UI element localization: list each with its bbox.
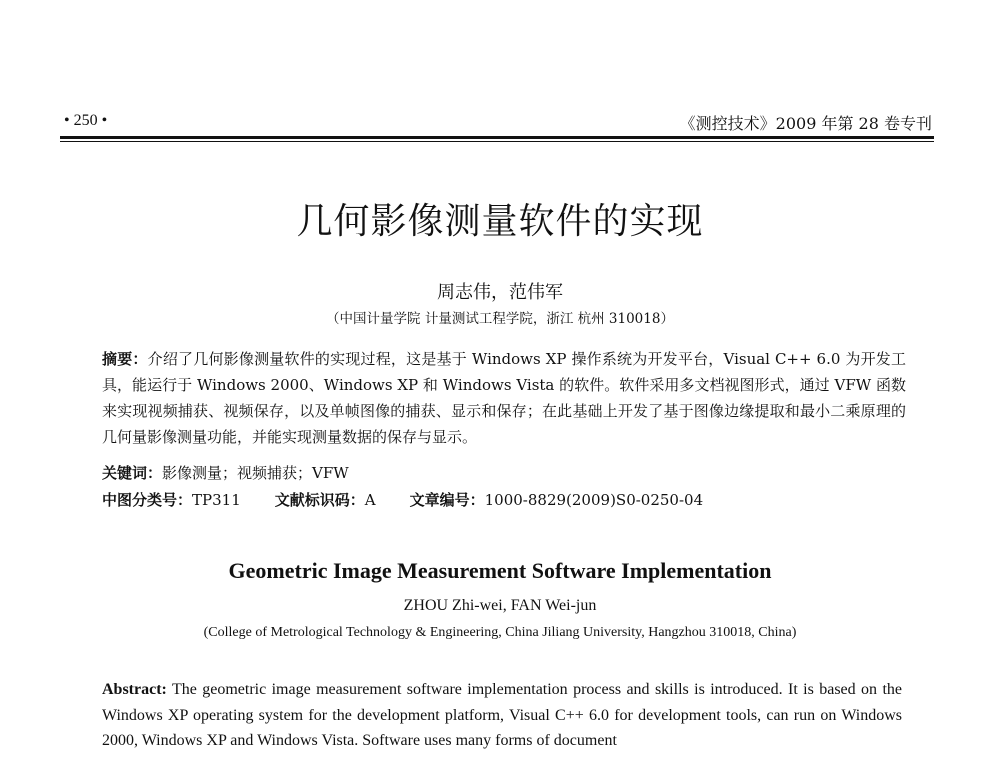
paper-title-en: Geometric Image Measurement Software Implementation: [228, 558, 772, 583]
journal-header: 《测控技术》2009 年第 28 卷专刊: [679, 114, 932, 133]
paper-title-cn: 几何影像测量软件的实现: [296, 201, 704, 242]
abstract-cn-text: 介绍了几何影像测量软件的实现过程，这是基于 Windows XP 操作系统为开发平台，Visual C++ 6.0 为开发工具，能运行于 Windows 2000、Windows XP 和 Windows Vista 的软件。软件采用多文档视图形式，通过 VFW 函数来实现视频捕获、视频保存，以及单帧图像的捕获、显示和保存；在此基础上开发了基于图像边缘提取和最小二乘原理的几何量影像测量功能，并能实现测量数据的保存与显示。: [102, 350, 906, 446]
authors-en: ZHOU Zhi-wei, FAN Wei-jun: [403, 597, 597, 614]
clc-value: TP311: [192, 491, 241, 509]
affiliation-cn: （中国计量学院 计量测试工程学院，浙江 杭州 310018）: [326, 311, 674, 327]
abstract-en: [102, 677, 902, 754]
abstract-cn: [102, 346, 906, 450]
doc-code-value: A: [364, 491, 376, 509]
keywords-line: [102, 462, 349, 483]
keywords-value: 影像测量；视频捕获；VFW: [162, 464, 349, 482]
abstract-cn-label: 摘要：: [102, 350, 148, 368]
classification-line: [102, 489, 703, 510]
affiliation-en: (College of Metrological Technology & Engineering, China Jiliang University, Hangzhou 310018, China): [203, 625, 797, 640]
abstract-en-text: The geometric image measurement software implementation process and skills is introduced. It is based on the Windows XP operating system for the development platform, Visual C++ 6.0 for development tools, can run on Windows 2000, Windows XP and Windows Vista. Software uses many forms of document: [102, 681, 902, 749]
abstract-en-label: Abstract:: [102, 681, 167, 698]
doc-code-label: 文献标识码：: [274, 491, 365, 509]
article-no-label: 文章编号：: [409, 491, 485, 509]
header-rule-thin: [60, 141, 934, 142]
page-number: • 250 •: [64, 112, 108, 129]
clc-label: 中图分类号：: [102, 491, 193, 509]
article-no-value: 1000-8829(2009)S0-0250-04: [484, 491, 704, 509]
header-rule-thick: [60, 136, 934, 139]
keywords-label: 关键词：: [102, 464, 163, 482]
authors-cn: 周志伟，范伟军: [437, 282, 563, 303]
